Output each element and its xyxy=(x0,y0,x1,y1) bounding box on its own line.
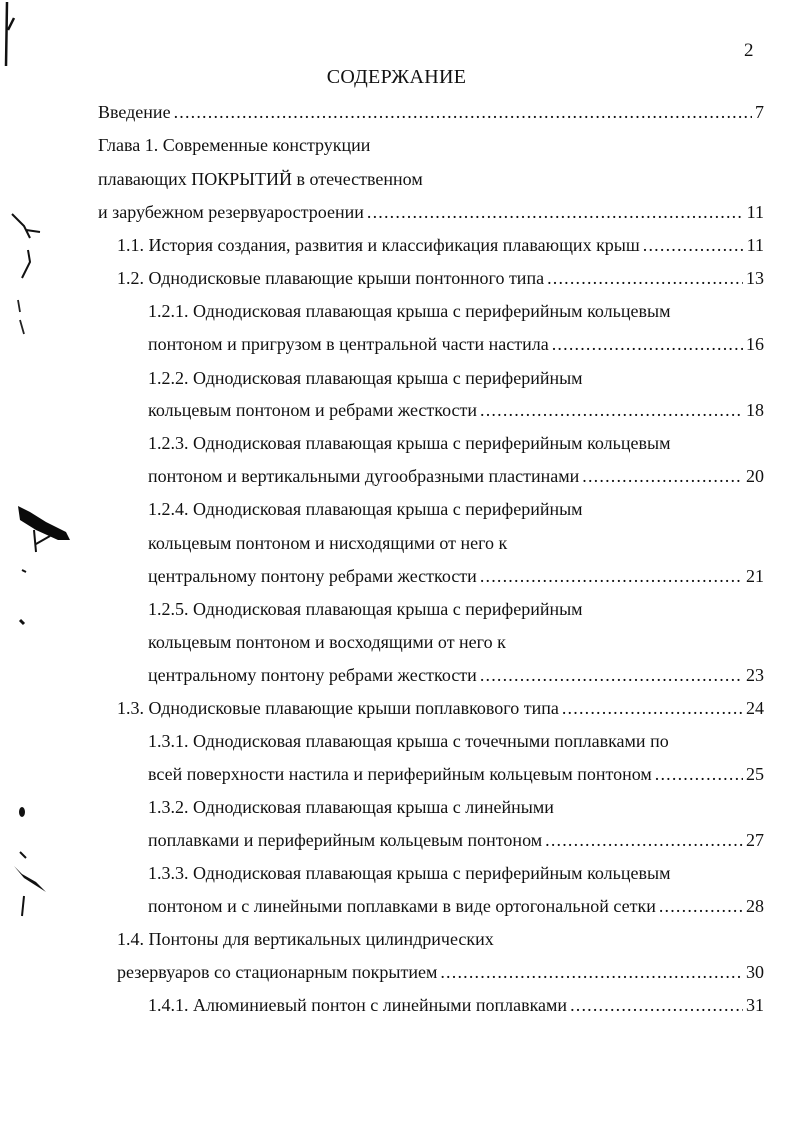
toc-entry-page: 30 xyxy=(746,962,764,982)
toc-leader-dots xyxy=(547,266,743,290)
toc-entry-1-2-4-line-3 xyxy=(148,564,764,588)
toc-entry-page: 24 xyxy=(746,698,764,718)
toc-entry-text: центральному понтону ребрами жесткости xyxy=(148,566,477,586)
toc-entry-1-3-2-line-2 xyxy=(148,828,764,852)
toc-entry-text: кольцевым понтоном и восходящими от него к xyxy=(148,632,506,652)
toc-leader-dots xyxy=(440,960,743,984)
toc-entry-1-2-3-line-2 xyxy=(148,464,764,488)
toc-entry-text: 1.2.3. Однодисковая плавающая крыша с периферийным кольцевым xyxy=(148,433,671,453)
toc-entry-text: понтоном и пригрузом в центральной части настила xyxy=(148,334,549,354)
toc-entry-text: Введение xyxy=(98,102,171,122)
toc-entry-text: 1.3. Однодисковые плавающие крыши поплавкового типа xyxy=(117,698,559,718)
toc-leader-dots xyxy=(562,696,743,720)
toc-entry-chapter-1-line-3 xyxy=(98,200,764,224)
toc-entry-page: 28 xyxy=(746,896,764,916)
toc-entry-text: понтоном и вертикальными дугообразными пластинами xyxy=(148,466,580,486)
toc-entry-text: 1.3.2. Однодисковая плавающая крыша с линейными xyxy=(148,797,554,817)
toc-leader-dots xyxy=(480,663,743,687)
toc-entry-introduction xyxy=(98,100,764,124)
toc-entry-1-2-5-line-2 xyxy=(148,630,506,654)
toc-entry-1-2-5-line-3 xyxy=(148,663,764,687)
toc-entry-1-2-4-line-2 xyxy=(148,531,507,555)
scan-artifacts xyxy=(0,0,80,1131)
toc-entry-chapter-1-line-2 xyxy=(98,167,423,191)
toc-entry-page: 18 xyxy=(746,400,764,420)
toc-entry-1-3-1-line-2 xyxy=(148,762,764,786)
toc-entry-text: Глава 1. Современные конструкции xyxy=(98,135,371,155)
toc-entry-page: 20 xyxy=(746,466,764,486)
toc-entry-text: 1.2.5. Однодисковая плавающая крыша с периферийным xyxy=(148,599,583,619)
toc-leader-dots xyxy=(659,894,743,918)
toc-leader-dots xyxy=(552,332,743,356)
toc-leader-dots xyxy=(174,100,752,124)
toc-entry-page: 11 xyxy=(746,235,764,255)
toc-entry-page: 31 xyxy=(746,995,764,1015)
toc-entry-1-3 xyxy=(117,696,764,720)
toc-entry-text: плавающих ПОКРЫТИЙ в отечественном xyxy=(98,169,423,189)
toc-entry-1-4-line-2 xyxy=(117,960,764,984)
toc-entry-page: 7 xyxy=(755,102,764,122)
toc-entry-chapter-1-line-1 xyxy=(98,133,370,157)
toc-entry-1-3-2-line-1 xyxy=(148,795,554,819)
toc-leader-dots xyxy=(545,828,743,852)
toc-leader-dots xyxy=(480,398,743,422)
toc-entry-text: 1.2.4. Однодисковая плавающая крыша с периферийным xyxy=(148,499,583,519)
toc-entry-1-3-3-line-1 xyxy=(148,861,670,885)
toc-entry-1-2-3-line-1 xyxy=(148,431,670,455)
toc-entry-text: поплавками и периферийным кольцевым понтоном xyxy=(148,830,543,850)
toc-entry-text: 1.2.2. Однодисковая плавающая крыша с периферийным xyxy=(148,368,583,388)
toc-entry-text: 1.2. Однодисковые плавающие крыши понтонного типа xyxy=(117,268,545,288)
toc-entry-1-2-5-line-1 xyxy=(148,597,583,621)
toc-entry-text: 1.3.3. Однодисковая плавающая крыша с периферийным кольцевым xyxy=(148,863,671,883)
toc-entry-1-2-4-line-1 xyxy=(148,497,583,521)
toc-entry-text: понтоном и с линейными поплавками в виде ортогональной сетки xyxy=(148,896,656,916)
toc-entry-page: 23 xyxy=(746,665,764,685)
toc-entry-text: 1.3.1. Однодисковая плавающая крыша с точечными поплавками по xyxy=(148,731,669,751)
toc-entry-text: кольцевым понтоном и ребрами жесткости xyxy=(148,400,478,420)
toc-entry-text: 1.2.1. Однодисковая плавающая крыша с периферийным кольцевым xyxy=(148,301,671,321)
toc-entry-text: центральному понтону ребрами жесткости xyxy=(148,665,477,685)
toc-entry-text: кольцевым понтоном и нисходящими от него к xyxy=(148,533,508,553)
toc-entry-1-2-2-line-1 xyxy=(148,366,583,390)
toc-entry-text: 1.1. История создания, развития и классификация плавающих крыш xyxy=(117,235,640,255)
toc-entry-page: 27 xyxy=(746,830,764,850)
toc-entry-text: резервуаров со стационарным покрытием xyxy=(117,962,438,982)
toc-entry-text: 1.4. Понтоны для вертикальных цилиндрических xyxy=(117,929,494,949)
toc-entry-text: 1.4.1. Алюминиевый понтон с линейными поплавками xyxy=(148,995,568,1015)
toc-entry-text: и зарубежном резервуаростроении xyxy=(98,202,364,222)
toc-entry-page: 16 xyxy=(746,334,764,354)
toc-entry-1-4-line-1 xyxy=(117,927,494,951)
toc-entry-1-2-1-line-1 xyxy=(148,299,670,323)
toc-entry-text: всей поверхности настила и периферийным кольцевым понтоном xyxy=(148,764,652,784)
toc-entry-1-4-1 xyxy=(148,993,764,1017)
toc-leader-dots xyxy=(582,464,743,488)
toc-leader-dots xyxy=(643,233,744,257)
page-number: 2 xyxy=(744,40,754,61)
toc-entry-1-1 xyxy=(117,233,764,257)
toc-entry-1-3-3-line-2 xyxy=(148,894,764,918)
toc-entry-1-2 xyxy=(117,266,764,290)
page-title: СОДЕРЖАНИЕ xyxy=(326,66,467,88)
toc-leader-dots xyxy=(570,993,743,1017)
toc-leader-dots xyxy=(655,762,743,786)
toc-entry-page: 25 xyxy=(746,764,764,784)
toc-leader-dots xyxy=(480,564,743,588)
toc-leader-dots xyxy=(367,200,744,224)
toc-entry-page: 21 xyxy=(746,566,764,586)
toc-entry-1-2-2-line-2 xyxy=(148,398,764,422)
toc-entry-page: 11 xyxy=(746,202,764,222)
toc-entry-1-3-1-line-1 xyxy=(148,729,669,753)
toc-entry-page: 13 xyxy=(746,268,764,288)
toc-entry-1-2-1-line-2 xyxy=(148,332,764,356)
